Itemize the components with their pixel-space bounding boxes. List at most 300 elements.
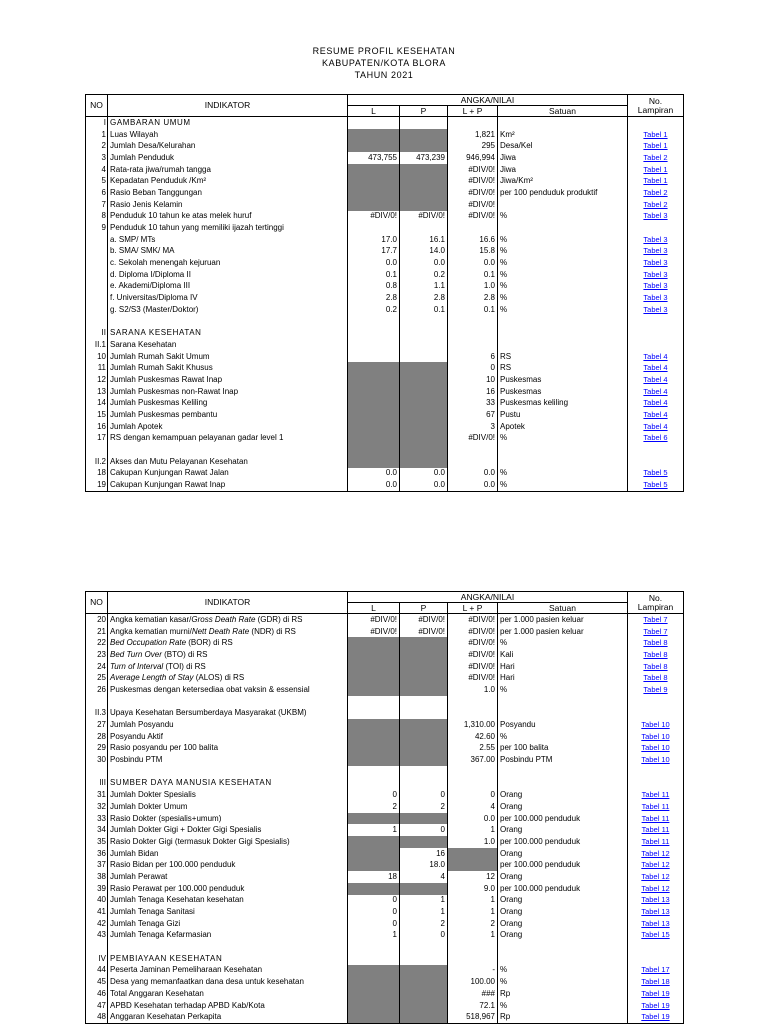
lampiran-link[interactable]: Tabel 12 — [641, 883, 670, 893]
unit-satuan — [498, 778, 628, 790]
indicator-label: Posbindu PTM — [108, 754, 348, 766]
table-row — [86, 234, 684, 246]
value-l — [348, 696, 400, 708]
value-lp: 16.6 — [448, 234, 498, 246]
title-line-2: KABUPATEN/KOTA BLORA — [321, 58, 447, 68]
unit-satuan: Orang — [498, 930, 628, 942]
lampiran-cell — [628, 883, 684, 895]
value-l — [348, 444, 400, 456]
table-row — [86, 351, 684, 363]
lampiran-link[interactable]: Tabel 8 — [643, 661, 668, 671]
unit-satuan — [498, 199, 628, 211]
lampiran-cell — [628, 292, 684, 304]
indicator-label: d. Diploma I/Diploma II — [108, 269, 348, 281]
value-l — [348, 976, 400, 988]
lampiran-link[interactable]: Tabel 13 — [641, 907, 670, 917]
lampiran-link[interactable]: Tabel 2 — [643, 152, 668, 162]
lampiran-cell — [628, 433, 684, 445]
row-number: 47 — [86, 1000, 108, 1012]
indicator-suffix: (NDR) di RS — [249, 626, 296, 636]
value-lp: 10 — [448, 374, 498, 386]
value-p — [400, 409, 448, 421]
table-row — [86, 281, 684, 293]
indicator-label: Rasio Dokter (spesialis+umum) — [108, 813, 348, 825]
lampiran-link[interactable]: Tabel 8 — [643, 649, 668, 659]
lampiran-cell — [628, 836, 684, 848]
lampiran-cell — [628, 187, 684, 199]
lampiran-link[interactable]: Tabel 3 — [643, 281, 668, 291]
row-number — [86, 444, 108, 456]
header-indikator: INDIKATOR — [108, 592, 348, 614]
indicator-label: Jumlah Puskesmas non-Rawat Inap — [108, 386, 348, 398]
lampiran-link[interactable]: Tabel 3 — [643, 304, 668, 314]
value-lp: #DIV/0! — [448, 649, 498, 661]
table-row — [86, 754, 684, 766]
lampiran-link[interactable]: Tabel 9 — [643, 684, 668, 694]
value-l — [348, 883, 400, 895]
value-lp: 1.0 — [448, 281, 498, 293]
value-l — [348, 316, 400, 328]
lampiran-link[interactable]: Tabel 10 — [641, 755, 670, 765]
unit-satuan: Pustu — [498, 409, 628, 421]
table-row — [86, 409, 684, 421]
lampiran-cell — [628, 801, 684, 813]
row-number — [86, 269, 108, 281]
unit-satuan: Puskesmas — [498, 374, 628, 386]
lampiran-cell — [628, 117, 684, 129]
value-l: 2 — [348, 801, 400, 813]
value-l: 0 — [348, 895, 400, 907]
unit-satuan: Hari — [498, 661, 628, 673]
lampiran-cell — [628, 743, 684, 755]
lampiran-link[interactable]: Tabel 8 — [643, 638, 668, 648]
value-l — [348, 1000, 400, 1012]
unit-satuan: Jiwa — [498, 152, 628, 164]
row-number: 48 — [86, 1011, 108, 1023]
value-l — [348, 374, 400, 386]
indicator-suffix: (TOI) di RS — [163, 661, 206, 671]
indicator-label: Rasio Jenis Kelamin — [108, 199, 348, 211]
value-p: #DIV/0! — [400, 614, 448, 626]
row-number: 34 — [86, 824, 108, 836]
indicator-label: Jumlah Puskesmas pembantu — [108, 409, 348, 421]
lampiran-link[interactable]: Tabel 12 — [641, 871, 670, 881]
row-number: 29 — [86, 743, 108, 755]
header-satuan: Satuan — [498, 106, 628, 117]
row-number: 41 — [86, 906, 108, 918]
lampiran-cell — [628, 976, 684, 988]
value-l: 0.8 — [348, 281, 400, 293]
value-p — [400, 398, 448, 410]
row-number: 44 — [86, 965, 108, 977]
header-lp: L + P — [448, 106, 498, 117]
indicator-label: c. Sekolah menengah kejuruan — [108, 257, 348, 269]
lampiran-link[interactable]: Tabel 1 — [643, 141, 668, 151]
lampiran-link[interactable]: Tabel 6 — [643, 433, 668, 443]
indicator-label: e. Akademi/Diploma III — [108, 281, 348, 293]
row-number — [86, 316, 108, 328]
table-row — [86, 930, 684, 942]
lampiran-cell — [628, 444, 684, 456]
indicator-label — [108, 696, 348, 708]
row-number: 15 — [86, 409, 108, 421]
row-number: 16 — [86, 421, 108, 433]
value-p: 0 — [400, 824, 448, 836]
indicator-label: Jumlah Tenaga Sanitasi — [108, 906, 348, 918]
indicator-label: g. S2/S3 (Master/Doktor) — [108, 304, 348, 316]
lampiran-link[interactable]: Tabel 4 — [643, 398, 668, 408]
lampiran-link[interactable]: Tabel 11 — [641, 825, 670, 835]
lampiran-link[interactable]: Tabel 11 — [641, 801, 670, 811]
lampiran-link[interactable]: Tabel 10 — [641, 731, 670, 741]
lampiran-link[interactable]: Tabel 13 — [641, 895, 670, 905]
lampiran-link[interactable]: Tabel 1 — [643, 129, 668, 139]
unit-satuan: Rp — [498, 1011, 628, 1023]
lampiran-cell — [628, 468, 684, 480]
lampiran-link[interactable]: Tabel 12 — [641, 848, 670, 858]
lampiran-link[interactable]: Tabel 10 — [641, 743, 670, 753]
value-lp: 1 — [448, 824, 498, 836]
indicator-label — [108, 626, 348, 638]
table-row — [86, 398, 684, 410]
row-number: 12 — [86, 374, 108, 386]
lampiran-link[interactable]: Tabel 17 — [641, 965, 670, 975]
value-p — [400, 444, 448, 456]
lampiran-link[interactable]: Tabel 13 — [641, 918, 670, 928]
value-l — [348, 164, 400, 176]
lampiran-link[interactable]: Tabel 19 — [641, 1012, 670, 1022]
lampiran-cell — [628, 930, 684, 942]
lampiran-cell — [628, 941, 684, 953]
value-p — [400, 672, 448, 684]
row-number: 3 — [86, 152, 108, 164]
value-lp — [448, 848, 498, 860]
value-lp: 1,310.00 — [448, 719, 498, 731]
unit-satuan — [498, 339, 628, 351]
unit-satuan: per 100.000 penduduk — [498, 859, 628, 871]
row-number: I — [86, 117, 108, 129]
indicator-label: Penduduk 10 tahun ke atas melek huruf — [108, 211, 348, 223]
value-p — [400, 421, 448, 433]
value-l: #DIV/0! — [348, 211, 400, 223]
lampiran-link[interactable]: Tabel 5 — [643, 468, 668, 478]
unit-satuan: per 1.000 pasien keluar — [498, 614, 628, 626]
unit-satuan: RS — [498, 351, 628, 363]
indicator-label: Peserta Jaminan Pemeliharaan Kesehatan — [108, 965, 348, 977]
lampiran-cell — [628, 649, 684, 661]
lampiran-link[interactable]: Tabel 4 — [643, 386, 668, 396]
row-number: 46 — [86, 988, 108, 1000]
table-row — [86, 789, 684, 801]
lampiran-cell — [628, 824, 684, 836]
value-l — [348, 859, 400, 871]
lampiran-link[interactable]: Tabel 4 — [643, 421, 668, 431]
unit-satuan: % — [498, 281, 628, 293]
lampiran-cell — [628, 696, 684, 708]
value-l: 17.7 — [348, 246, 400, 258]
indicator-label: Rasio Bidan per 100.000 penduduk — [108, 859, 348, 871]
table-row — [86, 374, 684, 386]
table-row — [86, 211, 684, 223]
lampiran-link[interactable]: Tabel 12 — [641, 860, 670, 870]
lampiran-cell — [628, 813, 684, 825]
lampiran-link[interactable]: Tabel 8 — [643, 673, 668, 683]
value-lp: #DIV/0! — [448, 637, 498, 649]
lampiran-cell — [628, 672, 684, 684]
lampiran-cell — [628, 304, 684, 316]
unit-satuan: Km² — [498, 129, 628, 141]
row-number: 8 — [86, 211, 108, 223]
value-lp: 0 — [448, 362, 498, 374]
lampiran-link[interactable]: Tabel 4 — [643, 363, 668, 373]
value-l — [348, 754, 400, 766]
indicator-label: Rasio Dokter Gigi (termasuk Dokter Gigi Spesialis) — [108, 836, 348, 848]
lampiran-link[interactable]: Tabel 7 — [643, 614, 668, 624]
value-l — [348, 327, 400, 339]
value-p: 0.1 — [400, 304, 448, 316]
table-row — [86, 468, 684, 480]
row-number: 24 — [86, 661, 108, 673]
value-p: #DIV/0! — [400, 626, 448, 638]
row-number: 5 — [86, 175, 108, 187]
row-number: IV — [86, 953, 108, 965]
indicator-text: Angka kematian kasar/ — [110, 614, 192, 624]
row-number — [86, 234, 108, 246]
section-row — [86, 778, 684, 790]
row-number — [86, 941, 108, 953]
row-number: II — [86, 327, 108, 339]
lampiran-link[interactable]: Tabel 19 — [641, 1000, 670, 1010]
value-p — [400, 175, 448, 187]
lampiran-link[interactable]: Tabel 4 — [643, 351, 668, 361]
lampiran-cell — [628, 409, 684, 421]
unit-satuan — [498, 316, 628, 328]
value-p — [400, 708, 448, 720]
lampiran-link[interactable]: Tabel 11 — [641, 813, 670, 823]
header-l: L — [348, 603, 400, 614]
lampiran-cell — [628, 848, 684, 860]
unit-satuan: per 100.000 penduduk — [498, 836, 628, 848]
title-line-3: TAHUN 2021 — [354, 70, 414, 80]
header-indikator: INDIKATOR — [108, 95, 348, 117]
value-lp: 1.0 — [448, 684, 498, 696]
lampiran-link[interactable]: Tabel 1 — [643, 164, 668, 174]
lampiran-link[interactable]: Tabel 3 — [643, 234, 668, 244]
value-lp: 1 — [448, 895, 498, 907]
indicator-label: Jumlah Posyandu — [108, 719, 348, 731]
lampiran-link[interactable]: Tabel 1 — [643, 176, 668, 186]
table-row — [86, 386, 684, 398]
value-p: 0 — [400, 930, 448, 942]
value-l: 1 — [348, 824, 400, 836]
lampiran-link[interactable]: Tabel 18 — [641, 977, 670, 987]
indicator-label — [108, 637, 348, 649]
value-l — [348, 649, 400, 661]
value-lp: 1,821 — [448, 129, 498, 141]
row-number: 31 — [86, 789, 108, 801]
report-title — [0, 45, 768, 81]
value-lp: #DIV/0! — [448, 626, 498, 638]
value-l — [348, 433, 400, 445]
row-number: 18 — [86, 468, 108, 480]
lampiran-link[interactable]: Tabel 2 — [643, 187, 668, 197]
lampiran-link[interactable]: Tabel 3 — [643, 258, 668, 268]
value-p — [400, 140, 448, 152]
unit-satuan — [498, 953, 628, 965]
row-number: 11 — [86, 362, 108, 374]
value-l: 0.0 — [348, 257, 400, 269]
indicator-label: Jumlah Dokter Gigi + Dokter Gigi Spesialis — [108, 824, 348, 836]
value-lp: 4 — [448, 801, 498, 813]
value-l: 0 — [348, 789, 400, 801]
value-l — [348, 988, 400, 1000]
unit-satuan: Puskesmas — [498, 386, 628, 398]
table-row — [86, 965, 684, 977]
value-lp — [448, 117, 498, 129]
value-lp: #DIV/0! — [448, 614, 498, 626]
lampiran-cell — [628, 953, 684, 965]
lampiran-link[interactable]: Tabel 11 — [641, 790, 670, 800]
lampiran-cell — [628, 129, 684, 141]
value-p — [400, 965, 448, 977]
lampiran-cell — [628, 965, 684, 977]
row-number: 45 — [86, 976, 108, 988]
value-l — [348, 848, 400, 860]
lampiran-cell — [628, 164, 684, 176]
value-p — [400, 637, 448, 649]
value-lp: 0.0 — [448, 479, 498, 491]
lampiran-link[interactable]: Tabel 15 — [641, 930, 670, 940]
lampiran-cell — [628, 351, 684, 363]
table-row — [86, 848, 684, 860]
lampiran-cell — [628, 234, 684, 246]
indicator-label: Total Anggaran Kesehatan — [108, 988, 348, 1000]
value-l: #DIV/0! — [348, 626, 400, 638]
table-row — [86, 129, 684, 141]
table-row — [86, 719, 684, 731]
lampiran-cell — [628, 327, 684, 339]
value-lp: #DIV/0! — [448, 672, 498, 684]
value-l — [348, 421, 400, 433]
value-p — [400, 813, 448, 825]
lampiran-link[interactable]: Tabel 2 — [643, 199, 668, 209]
unit-satuan: % — [498, 976, 628, 988]
lampiran-link[interactable]: Tabel 4 — [643, 410, 668, 420]
value-p: 2.8 — [400, 292, 448, 304]
value-l — [348, 661, 400, 673]
lampiran-link[interactable]: Tabel 10 — [641, 720, 670, 730]
indicator-label: f. Universitas/Diploma IV — [108, 292, 348, 304]
indicator-label: Jumlah Bidan — [108, 848, 348, 860]
table-row — [86, 731, 684, 743]
lampiran-link[interactable]: Tabel 3 — [643, 211, 668, 221]
table-row — [86, 906, 684, 918]
title-line-1: RESUME PROFIL KESEHATAN — [312, 46, 456, 56]
table-row — [86, 433, 684, 445]
lampiran-cell — [628, 269, 684, 281]
unit-satuan: per 100.000 penduduk — [498, 883, 628, 895]
table-row — [86, 246, 684, 258]
lampiran-cell — [628, 316, 684, 328]
row-number: 2 — [86, 140, 108, 152]
value-l — [348, 456, 400, 468]
lampiran-cell — [628, 374, 684, 386]
unit-satuan: Posyandu — [498, 719, 628, 731]
unit-satuan: % — [498, 684, 628, 696]
unit-satuan: % — [498, 468, 628, 480]
row-number: 1 — [86, 129, 108, 141]
value-l: 0.0 — [348, 468, 400, 480]
resume-table-1 — [85, 94, 684, 492]
indicator-label — [108, 444, 348, 456]
lampiran-link[interactable]: Tabel 3 — [643, 293, 668, 303]
table-row — [86, 918, 684, 930]
value-lp: 518,967 — [448, 1011, 498, 1023]
indicator-label: SARANA KESEHATAN — [108, 327, 348, 339]
unit-satuan: per 100 penduduk produktif — [498, 187, 628, 199]
table-row — [86, 871, 684, 883]
value-p: 0.0 — [400, 257, 448, 269]
value-lp — [448, 327, 498, 339]
value-l: 0.0 — [348, 479, 400, 491]
indicator-label: Jumlah Apotek — [108, 421, 348, 433]
indicator-label: Jumlah Dokter Spesialis — [108, 789, 348, 801]
unit-satuan: Orang — [498, 801, 628, 813]
row-number: III — [86, 778, 108, 790]
value-l — [348, 386, 400, 398]
table-row — [86, 708, 684, 720]
value-lp: 2.8 — [448, 292, 498, 304]
lampiran-cell — [628, 281, 684, 293]
row-number — [86, 696, 108, 708]
value-lp — [448, 859, 498, 871]
value-lp: 1 — [448, 930, 498, 942]
row-number: 40 — [86, 895, 108, 907]
table-row — [86, 883, 684, 895]
value-l — [348, 637, 400, 649]
unit-satuan: Apotek — [498, 421, 628, 433]
lampiran-link[interactable]: Tabel 5 — [643, 480, 668, 490]
table-row — [86, 152, 684, 164]
lampiran-link[interactable]: Tabel 4 — [643, 374, 668, 384]
value-lp — [448, 766, 498, 778]
value-l — [348, 836, 400, 848]
lampiran-link[interactable]: Tabel 7 — [643, 626, 668, 636]
indicator-term: Turn of Interval — [110, 661, 164, 671]
value-lp: #DIV/0! — [448, 175, 498, 187]
value-p: #DIV/0! — [400, 211, 448, 223]
table-row — [86, 456, 684, 468]
lampiran-cell — [628, 731, 684, 743]
value-p: 2 — [400, 801, 448, 813]
row-number: 7 — [86, 199, 108, 211]
row-number: 35 — [86, 836, 108, 848]
lampiran-link[interactable]: Tabel 11 — [641, 836, 670, 846]
lampiran-link[interactable]: Tabel 3 — [643, 269, 668, 279]
unit-satuan: Hari — [498, 672, 628, 684]
lampiran-link[interactable]: Tabel 3 — [643, 246, 668, 256]
header-l: L — [348, 106, 400, 117]
lampiran-link[interactable]: Tabel 19 — [641, 988, 670, 998]
row-number: 32 — [86, 801, 108, 813]
value-l — [348, 351, 400, 363]
indicator-term: Bed Occupation Rate — [110, 638, 187, 648]
table-row — [86, 292, 684, 304]
lampiran-cell — [628, 906, 684, 918]
indicator-label: Puskesmas dengan ketersediaa obat vaksin & essensial — [108, 684, 348, 696]
value-l: 18 — [348, 871, 400, 883]
value-l — [348, 1011, 400, 1023]
